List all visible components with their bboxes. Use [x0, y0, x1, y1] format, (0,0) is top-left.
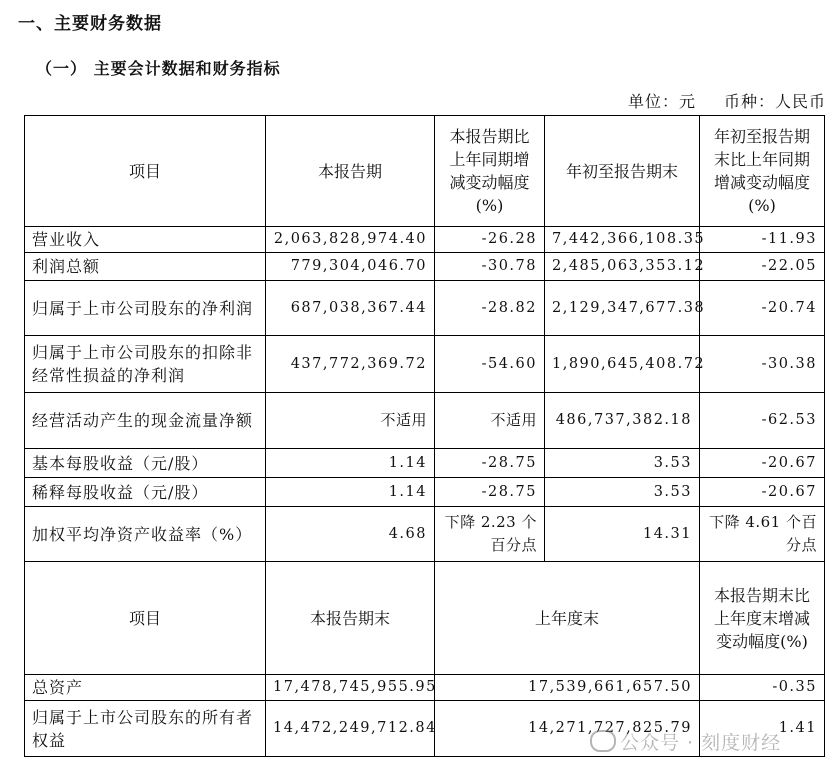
cell-value: 486,737,382.18 — [545, 393, 700, 449]
cell-value: -20.67 — [700, 478, 825, 507]
cell-value: 下降 4.61 个百分点 — [700, 507, 825, 562]
cell-value: -62.53 — [700, 393, 825, 449]
header-item: 项目 — [25, 562, 266, 675]
cell-value: 17,539,661,657.50 — [435, 675, 700, 701]
table-row — [25, 701, 825, 757]
header-current-period-change: 本报告期比上年同期增减变动幅度(%) — [435, 116, 545, 227]
row-label: 营业收入 — [25, 227, 266, 253]
table1-header-row — [25, 116, 825, 227]
row-label: 基本每股收益（元/股） — [25, 449, 266, 478]
header-prior-year-end: 上年度末 — [435, 562, 700, 675]
cell-value: 3.53 — [545, 478, 700, 507]
cell-value: -20.67 — [700, 449, 825, 478]
cell-value: 1,890,645,408.72 — [545, 336, 700, 393]
watermark-text: 公众号 · 刻度财经 — [620, 732, 782, 754]
cell-value: -28.82 — [435, 281, 545, 336]
table2-header-row — [25, 562, 825, 675]
cell-value: 14.31 — [545, 507, 700, 562]
cell-value: 不适用 — [435, 393, 545, 449]
cell-value: 4.68 — [266, 507, 435, 562]
cell-value: 779,304,046.70 — [266, 253, 435, 281]
table-row — [25, 507, 825, 562]
section-heading: 一、主要财务数据 — [18, 14, 162, 34]
cell-value: 2,063,828,974.40 — [266, 227, 435, 253]
table-row — [25, 336, 825, 393]
header-item: 项目 — [25, 116, 266, 227]
cell-value: 687,038,367.44 — [266, 281, 435, 336]
table-row — [25, 393, 825, 449]
currency-label: 币种：人民币 — [723, 92, 826, 111]
row-label: 利润总额 — [25, 253, 266, 281]
table-row — [25, 449, 825, 478]
cell-value: 437,772,369.72 — [266, 336, 435, 393]
unit-label: 单位：元 — [627, 92, 696, 111]
cell-value: -22.05 — [700, 253, 825, 281]
header-period-end: 本报告期末 — [266, 562, 435, 675]
cell-value: 2,485,063,353.12 — [545, 253, 700, 281]
cell-value: 3.53 — [545, 449, 700, 478]
cell-value: -54.60 — [435, 336, 545, 393]
header-period-end-change: 本报告期末比上年度末增减变动幅度(%) — [700, 562, 825, 675]
cell-value: -30.38 — [700, 336, 825, 393]
financial-data-table — [24, 115, 825, 757]
cell-value: 1.14 — [266, 478, 435, 507]
table-row — [25, 675, 825, 701]
cell-value: -28.75 — [435, 449, 545, 478]
cell-value: 7,442,366,108.35 — [545, 227, 700, 253]
table-row — [25, 227, 825, 253]
cell-value: 14,271,727,825.79 — [435, 701, 700, 757]
table-row — [25, 281, 825, 336]
row-label: 稀释每股收益（元/股） — [25, 478, 266, 507]
header-ytd: 年初至报告期末 — [545, 116, 700, 227]
row-label: 归属于上市公司股东的扣除非经常性损益的净利润 — [25, 336, 266, 393]
row-label: 总资产 — [25, 675, 266, 701]
cell-value: 17,478,745,955.95 — [266, 675, 435, 701]
table-row — [25, 478, 825, 507]
cell-value: 2,129,347,677.38 — [545, 281, 700, 336]
row-label: 归属于上市公司股东的净利润 — [25, 281, 266, 336]
row-label: 经营活动产生的现金流量净额 — [25, 393, 266, 449]
cell-value: -11.93 — [700, 227, 825, 253]
row-label: 加权平均净资产收益率（%） — [25, 507, 266, 562]
cell-value: -26.28 — [435, 227, 545, 253]
cell-value: -0.35 — [700, 675, 825, 701]
unit-currency-line — [628, 89, 826, 112]
subsection-heading: （一） 主要会计数据和财务指标 — [36, 59, 281, 78]
header-current-period: 本报告期 — [266, 116, 435, 227]
cell-value: 14,472,249,712.84 — [266, 701, 435, 757]
cell-value: 1.41 — [700, 701, 825, 757]
cell-value: 1.14 — [266, 449, 435, 478]
cell-value: -28.75 — [435, 478, 545, 507]
cell-value: -30.78 — [435, 253, 545, 281]
table-row — [25, 253, 825, 281]
cell-value: 下降 2.23 个百分点 — [435, 507, 545, 562]
row-label: 归属于上市公司股东的所有者权益 — [25, 701, 266, 757]
cell-value: 不适用 — [266, 393, 435, 449]
header-ytd-change: 年初至报告期末比上年同期增减变动幅度(%) — [700, 116, 825, 227]
cell-value: -20.74 — [700, 281, 825, 336]
